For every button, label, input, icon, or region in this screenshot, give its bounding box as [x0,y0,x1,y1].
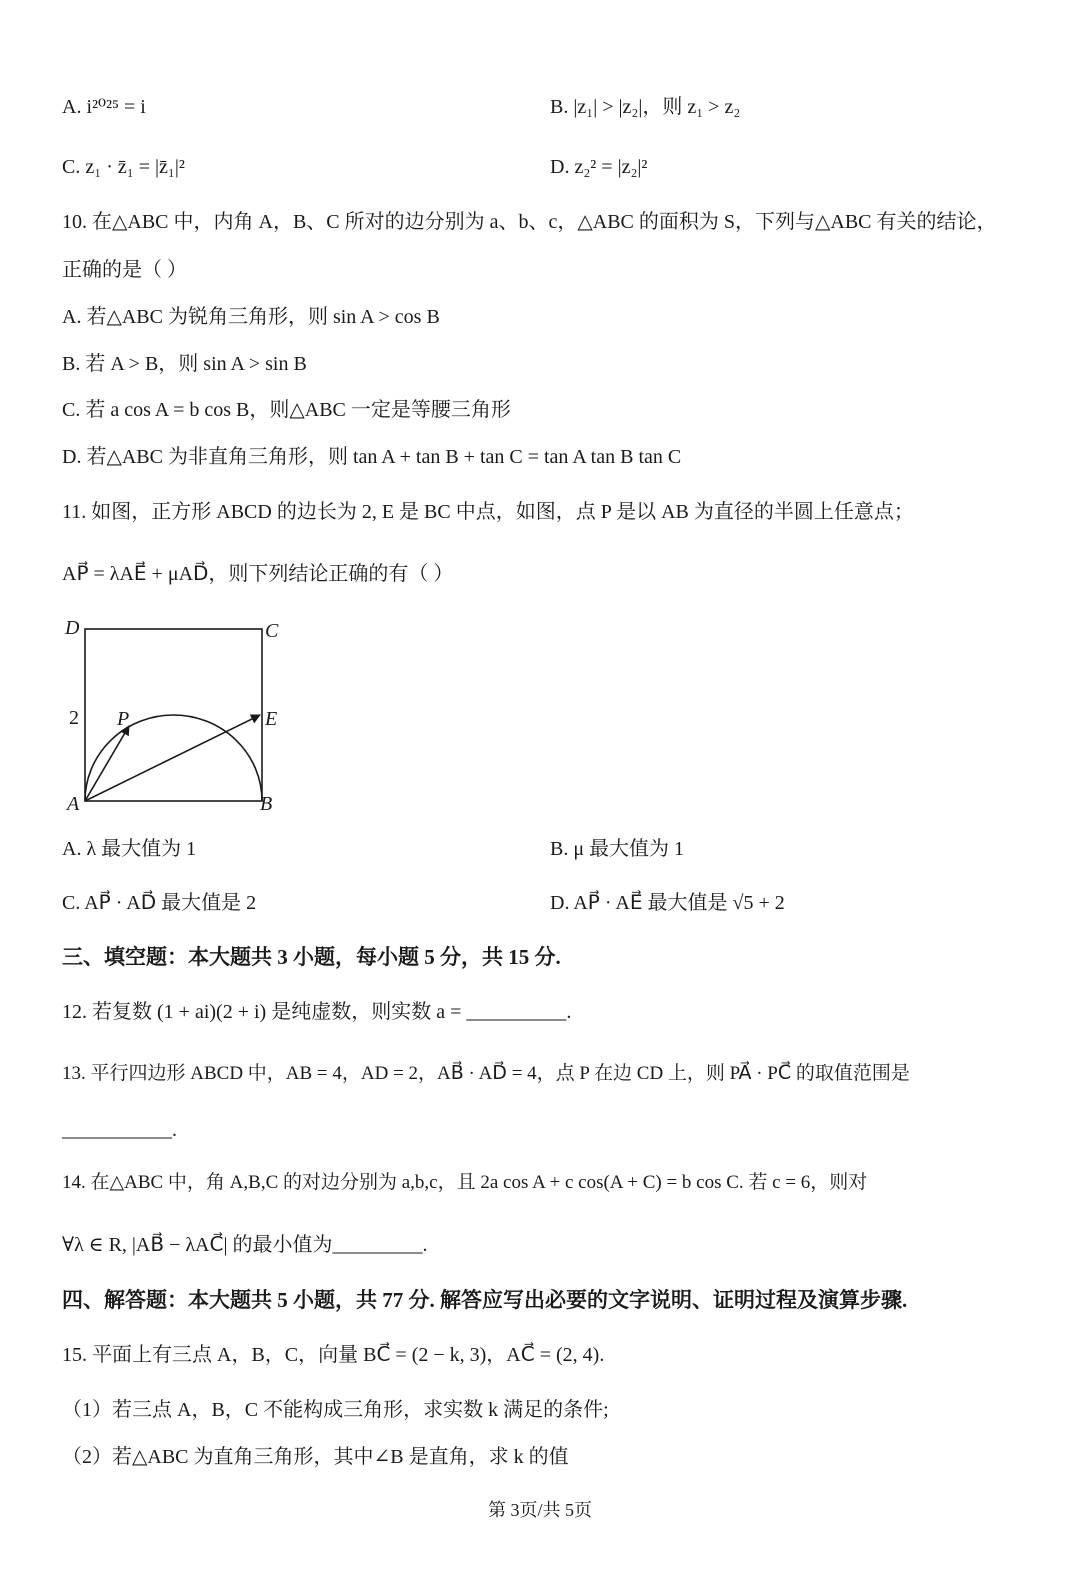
q10-stem-line2: 正确的是（ ） [62,259,187,281]
q11-stem-line1: 11. 如图，正方形 ABCD 的边长为 2, E 是 BC 中点，如图，点 P 是以 AB 为直径的半圆上任意点； [62,501,914,523]
label-side-2: 2 [69,707,79,729]
section-3-heading: 三、填空题：本大题共 3 小题，每小题 5 分，共 15 分. [62,945,561,969]
q13-line1: 13. 平行四边形 ABCD 中，AB = 4，AD = 2，AB⃗ · AD⃗ = 4，点 P 在边 CD 上，则 PA⃗ · PC⃗ 的取值范围是 [62,1063,910,1084]
vector-ae-arrow [85,715,260,801]
q11-square-figure [55,612,300,817]
q10-stem-line1: 10. 在△ABC 中，内角 A，B、C 所对的边分别为 a、b、c，△ABC 的面积为 S，下列与△ABC 有关的结论， [62,211,997,233]
q10-option-b: B. 若 A > B，则 sin A > sin B [62,353,307,375]
q9-option-d: D. z₂² = |z₂|² [550,156,648,178]
q12-text: 12. 若复数 (1 + ai)(2 + i) 是纯虚数，则实数 a = __________. [62,1001,572,1023]
q10-option-a: A. 若△ABC 为锐角三角形，则 sin A > cos B [62,306,440,328]
label-b: B [260,793,273,815]
q13-line2: ___________. [62,1119,177,1141]
q11-stem-line2: AP⃗ = λAE⃗ + μAD⃗，则下列结论正确的有（ ） [62,563,454,585]
q11-option-b: B. μ 最大值为 1 [550,838,685,860]
label-c: C [265,620,279,642]
label-e: E [265,708,278,730]
q15-part2: （2）若△ABC 为直角三角形，其中∠B 是直角，求 k 的值 [62,1446,569,1468]
q9-option-a: A. i²⁰²⁵ = i [62,96,146,118]
q14-line2: ∀λ ∈ R, |AB⃗ − λAC⃗| 的最小值为_________. [62,1234,428,1256]
label-d: D [65,617,80,639]
q15-stem: 15. 平面上有三点 A，B，C，向量 BC⃗ = (2 − k, 3)，AC⃗ = (2, 4). [62,1344,605,1366]
q9-option-b: B. |z₁| > |z₂|，则 z₁ > z₂ [550,96,741,118]
q11-option-a: A. λ 最大值为 1 [62,838,197,860]
section-4-heading: 四、解答题：本大题共 5 小题，共 77 分. 解答应写出必要的文字说明、证明过程及演算步骤. [62,1288,908,1312]
q10-option-c: C. 若 a cos A = b cos B，则△ABC 一定是等腰三角形 [62,399,511,421]
page-footer: 第 3页/共 5页 [487,1500,592,1520]
q11-option-c: C. AP⃗ · AD⃗ 最大值是 2 [62,892,257,914]
q15-part1: （1）若三点 A，B，C 不能构成三角形，求实数 k 满足的条件; [62,1399,609,1421]
q11-option-d: D. AP⃗ · AE⃗ 最大值是 √5 + 2 [550,892,785,914]
q10-option-d: D. 若△ABC 为非直角三角形，则 tan A + tan B + tan C = tan A tan B tan C [62,446,682,468]
q9-option-c: C. z₁ · z̄₁ = |z̄₁|² [62,156,185,178]
label-a: A [67,793,80,815]
q14-line1: 14. 在△ABC 中，角 A,B,C 的对边分别为 a,b,c，且 2a cos A + c cos(A + C) = b cos C. 若 c = 6，则对 [62,1172,868,1193]
label-p: P [117,708,130,730]
